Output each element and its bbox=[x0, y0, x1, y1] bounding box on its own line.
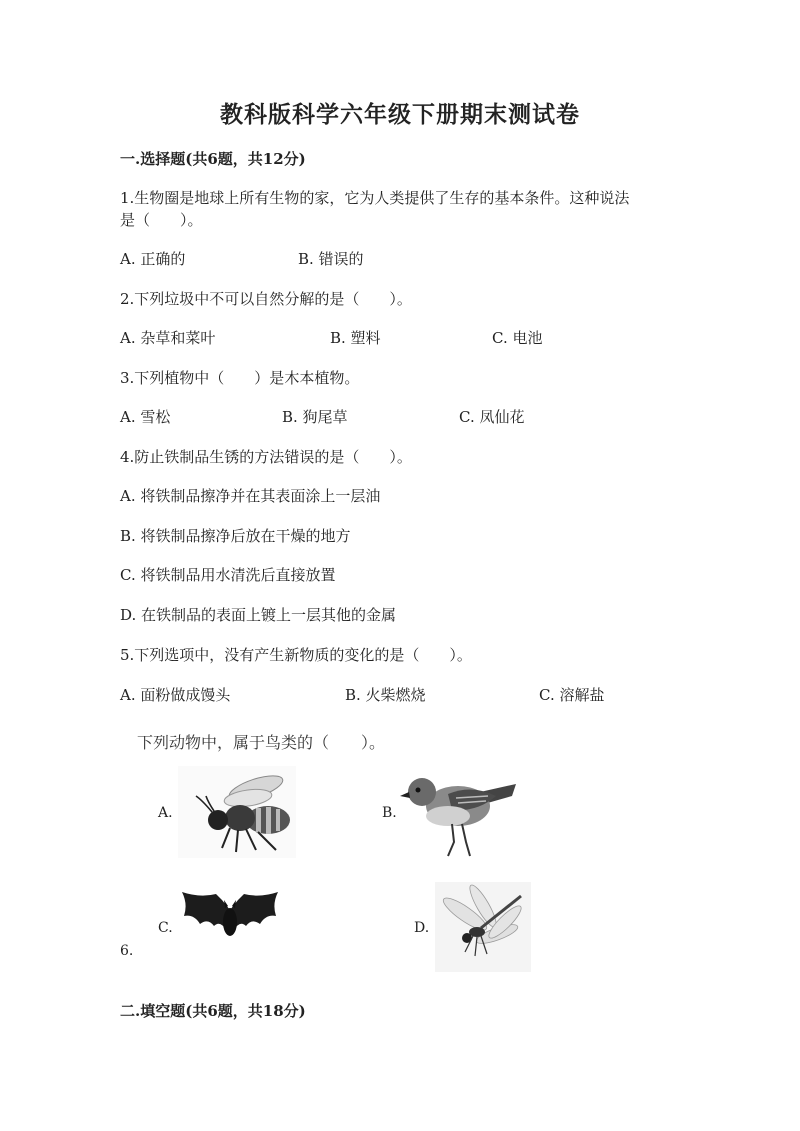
question-2-option-b: B. 塑料 bbox=[330, 329, 381, 347]
question-3-option-c: C. 凤仙花 bbox=[459, 408, 525, 426]
question-4-option-d: D. 在铁制品的表面上镀上一层其他的金属 bbox=[120, 606, 397, 624]
question-1-line-2: 是（ ）。 bbox=[120, 211, 203, 229]
question-5-option-b: B. 火柴燃烧 bbox=[345, 686, 426, 704]
question-5-option-a: A. 面粉做成馒头 bbox=[120, 686, 231, 704]
bee-image bbox=[178, 766, 296, 858]
question-1-line-1: 1.生物圈是地球上所有生物的家，它为人类提供了生存的基本条件。这种说法 bbox=[120, 189, 630, 207]
question-2-option-a: A. 杂草和菜叶 bbox=[120, 329, 216, 347]
bat-image bbox=[180, 890, 280, 954]
question-6-label-a: A. bbox=[158, 805, 173, 821]
question-2-text: 2.下列垃圾中不可以自然分解的是（ ）。 bbox=[120, 290, 412, 308]
question-6-label-b: B. bbox=[382, 805, 397, 821]
question-3-option-b: B. 狗尾草 bbox=[282, 408, 348, 426]
page-title: 教科版科学六年级下册期末测试卷 bbox=[220, 101, 580, 128]
question-1-option-b: B. 错误的 bbox=[298, 250, 364, 268]
section-heading-choice: 一.选择题(共6题，共12分) bbox=[120, 150, 306, 168]
question-3-option-a: A. 雪松 bbox=[120, 408, 171, 426]
question-3-text: 3.下列植物中（ ）是木本植物。 bbox=[120, 369, 360, 387]
question-6-label-c: C. bbox=[158, 920, 173, 936]
section-heading-fill: 二.填空题(共6题，共18分) bbox=[120, 1002, 306, 1020]
question-6-number: 6. bbox=[120, 943, 134, 959]
question-6-label-d: D. bbox=[414, 920, 430, 936]
question-1-option-a: A. 正确的 bbox=[120, 250, 186, 268]
dragonfly-image bbox=[435, 882, 531, 972]
question-5-text: 5.下列选项中，没有产生新物质的变化的是（ ）。 bbox=[120, 646, 472, 664]
question-4-option-c: C. 将铁制品用水清洗后直接放置 bbox=[120, 566, 336, 584]
question-6-text: 下列动物中，属于鸟类的（ ）。 bbox=[137, 733, 386, 752]
sparrow-image bbox=[400, 766, 518, 858]
question-5-option-c: C. 溶解盐 bbox=[539, 686, 605, 704]
question-4-option-b: B. 将铁制品擦净后放在干燥的地方 bbox=[120, 527, 351, 545]
question-2-option-c: C. 电池 bbox=[492, 329, 543, 347]
question-4-text: 4.防止铁制品生锈的方法错误的是（ ）。 bbox=[120, 448, 412, 466]
question-4-option-a: A. 将铁制品擦净并在其表面涂上一层油 bbox=[120, 487, 381, 505]
